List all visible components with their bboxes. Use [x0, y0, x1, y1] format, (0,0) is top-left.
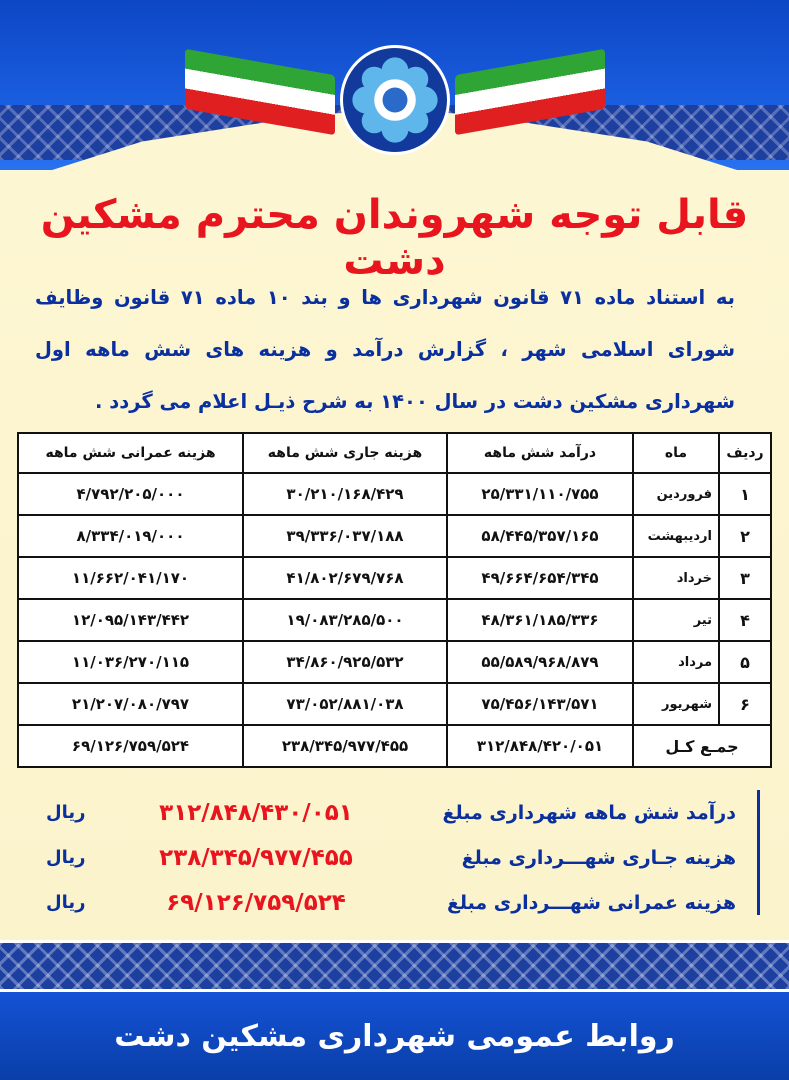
row-development-cost: ۴/۷۹۲/۲۰۵/۰۰۰ [18, 473, 243, 515]
row-month: تیر [633, 599, 719, 641]
table-row [18, 473, 771, 515]
row-income: ۲۵/۳۳۱/۱۱۰/۷۵۵ [447, 473, 633, 515]
row-month: شهریور [633, 683, 719, 725]
row-income: ۴۸/۳۶۱/۱۸۵/۳۳۶ [447, 599, 633, 641]
header-row-number: ردیف [719, 433, 771, 473]
report-table [17, 432, 772, 768]
row-number: ۶ [719, 683, 771, 725]
row-development-cost: ۱۲/۰۹۵/۱۴۳/۴۴۲ [18, 599, 243, 641]
municipality-logo-icon [340, 45, 450, 155]
summary-currency: ریال [46, 892, 86, 913]
total-income: ۳۱۲/۸۴۸/۴۲۰/۰۵۱ [447, 725, 633, 767]
summary-row [30, 835, 760, 880]
row-income: ۴۹/۶۶۴/۶۵۴/۳۴۵ [447, 557, 633, 599]
header-month: ماه [633, 433, 719, 473]
page-title: قابل توجه شهروندان محترم مشکین دشت [40, 192, 749, 284]
summary-amount: ۶۹/۱۲۶/۷۵۹/۵۲۴ [166, 889, 346, 916]
table-row [18, 599, 771, 641]
header-development-cost: هزینه عمرانی شش ماهه [18, 433, 243, 473]
table-row [18, 641, 771, 683]
row-month: خرداد [633, 557, 719, 599]
row-current-cost: ۳۴/۸۶۰/۹۲۵/۵۳۲ [243, 641, 447, 683]
table-row [18, 557, 771, 599]
summary-currency: ریال [46, 847, 86, 868]
summary-block [30, 790, 760, 925]
row-development-cost: ۱۱/۶۶۲/۰۴۱/۱۷۰ [18, 557, 243, 599]
footer-band [0, 992, 789, 1080]
row-month: فروردین [633, 473, 719, 515]
row-development-cost: ۱۱/۰۳۶/۲۷۰/۱۱۵ [18, 641, 243, 683]
row-current-cost: ۳۹/۳۳۶/۰۳۷/۱۸۸ [243, 515, 447, 557]
row-current-cost: ۴۱/۸۰۲/۶۷۹/۷۶۸ [243, 557, 447, 599]
row-development-cost: ۲۱/۲۰۷/۰۸۰/۷۹۷ [18, 683, 243, 725]
summary-row [30, 790, 760, 835]
summary-label: هزینه جـاری شهـــرداری مبلغ [461, 846, 736, 869]
row-income: ۷۵/۴۵۶/۱۴۳/۵۷۱ [447, 683, 633, 725]
summary-label: درآمد شش ماهه شهرداری مبلغ [442, 801, 736, 824]
footer-pattern [0, 940, 789, 992]
row-income: ۵۵/۵۸۹/۹۶۸/۸۷۹ [447, 641, 633, 683]
row-number: ۳ [719, 557, 771, 599]
row-month: مرداد [633, 641, 719, 683]
summary-amount: ۳۱۲/۸۴۸/۴۳۰/۰۵۱ [159, 799, 353, 826]
summary-label: هزینه عمرانی شهـــرداری مبلغ [446, 891, 736, 914]
row-number: ۱ [719, 473, 771, 515]
footer-text: روابط عمومی شهرداری مشکین دشت [114, 1018, 675, 1054]
row-number: ۴ [719, 599, 771, 641]
summary-amount: ۲۳۸/۳۴۵/۹۷۷/۴۵۵ [159, 844, 353, 871]
header-income: درآمد شش ماهه [447, 433, 633, 473]
summary-currency: ریال [46, 802, 86, 823]
row-number: ۲ [719, 515, 771, 557]
row-development-cost: ۸/۳۳۴/۰۱۹/۰۰۰ [18, 515, 243, 557]
row-current-cost: ۷۳/۰۵۲/۸۸۱/۰۳۸ [243, 683, 447, 725]
row-month: اردیبهشت [633, 515, 719, 557]
total-development-cost: ۶۹/۱۲۶/۷۵۹/۵۲۴ [18, 725, 243, 767]
intro-paragraph: به استناد ماده ۷۱ قانون شهرداری ها و بند ۱۰ ماده ۷۱ قانون وظایف شورای اسلامی شهر ، گزارش درآمد و هزینه های شش ماهه اول شهرداری مشکین دشت در سال ۱۴۰۰ به شرح ذیـل اعلام می گردد . [35, 286, 735, 413]
total-label: جمـع کـل [633, 725, 771, 767]
summary-row [30, 880, 760, 925]
row-number: ۵ [719, 641, 771, 683]
row-income: ۵۸/۴۴۵/۳۵۷/۱۶۵ [447, 515, 633, 557]
header-current-cost: هزینه جاری شش ماهه [243, 433, 447, 473]
table-header-row [18, 433, 771, 473]
row-current-cost: ۳۰/۲۱۰/۱۶۸/۴۲۹ [243, 473, 447, 515]
table-total-row [18, 725, 771, 767]
row-current-cost: ۱۹/۰۸۳/۲۸۵/۵۰۰ [243, 599, 447, 641]
table-row [18, 515, 771, 557]
total-current-cost: ۲۳۸/۳۴۵/۹۷۷/۴۵۵ [243, 725, 447, 767]
table-row [18, 683, 771, 725]
